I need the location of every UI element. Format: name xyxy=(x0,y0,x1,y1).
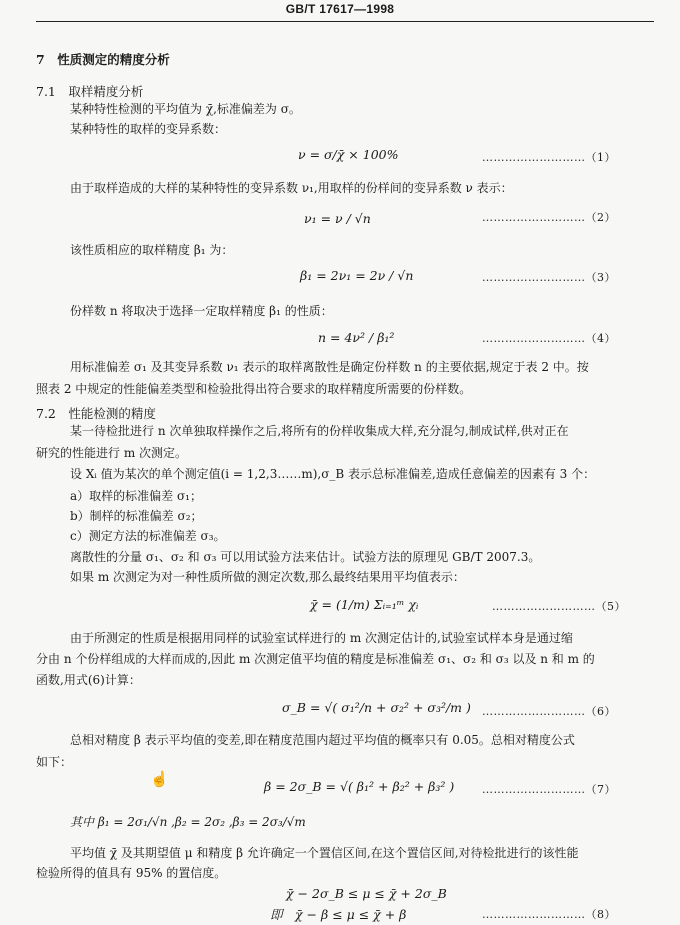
paragraph: 检验所得的值具有 95% 的置信度。 xyxy=(36,866,227,880)
equation-number-2: ………………………（2） xyxy=(482,211,616,224)
equation-8a: χ̄ − 2σ_B ≤ μ ≤ χ̄ + 2σ_B xyxy=(286,886,447,901)
header-rule xyxy=(36,21,654,22)
paragraph: 某一待检批进行 n 次单独取样操作之后,将所有的份样收集成大样,充分混匀,制成试样,供对正在 xyxy=(70,424,569,438)
equation-number-1: ………………………（1） xyxy=(482,151,616,164)
equation-number-3: ………………………（3） xyxy=(482,271,616,284)
paragraph: 某种特性检测的平均值为 χ̄,标准偏差为 σ。 xyxy=(70,102,301,116)
paragraph: 该性质相应的取样精度 β₁ 为： xyxy=(70,243,234,257)
paragraph: 照表 2 中规定的性能偏差类型和检验批得出符合要求的取样精度所需要的份样数。 xyxy=(36,382,472,396)
paragraph: 分由 n 个份样组成的大样而成的,因此 m 次测定值平均值的精度是标准偏差 σ₁、σ₂ 和 σ₃ 以及 n 和 m 的 xyxy=(36,652,595,666)
equation-number-5: ………………………（5） xyxy=(492,600,626,613)
equation-3: β₁ = 2ν₁ = 2ν / √n xyxy=(300,268,414,283)
paragraph: 总相对精度 β 表示平均值的变差,即在精度范围内超过平均值的概率只有 0.05。总相对精度公式 xyxy=(70,733,575,747)
equation-number-4: ………………………（4） xyxy=(482,332,616,345)
paragraph: 如果 m 次测定为对一种性质所做的测定次数,那么最终结果用平均值表示： xyxy=(70,570,465,584)
paragraph: 如下： xyxy=(36,755,73,769)
paragraph: 由于取样造成的大样的某种特性的变异系数 ν₁,用取样的份样间的变异系数 ν 表示： xyxy=(70,181,513,195)
equation-8b: 即 χ̄ − β ≤ μ ≤ χ̄ + β xyxy=(270,907,407,922)
paragraph: 设 Xᵢ 值为某次的单个测定值(i = 1,2,3……m),σ_B 表示总标准偏差,造成任意偏差的因素有 3 个： xyxy=(70,467,596,481)
hand-cursor-icon: ☝ xyxy=(150,770,169,788)
paragraph: 由于所测定的性质是根据用同样的试验室试样进行的 m 次测定估计的,试验室试样本身是通过缩 xyxy=(70,631,573,645)
paragraph: 离散性的分量 σ₁、σ₂ 和 σ₃ 可以用试验方法来估计。试验方法的原理见 GB/T 2007.3。 xyxy=(70,550,541,564)
list-item: b）制样的标准偏差 σ₂； xyxy=(70,509,203,523)
section-7-heading: 7 性质测定的精度分析 xyxy=(36,52,170,67)
equation-2: ν₁ = ν / √n xyxy=(304,211,371,226)
paragraph: 研究的性能进行 m 次测定。 xyxy=(36,446,188,460)
paragraph: 某种特性的取样的变异系数： xyxy=(70,122,227,136)
paragraph: 用标准偏差 σ₁ 及其变异系数 ν₁ 表示的取样离散性是确定份样数 n 的主要依据,规定于表 2 中。按 xyxy=(70,360,589,374)
paragraph: 函数,用式(6)计算： xyxy=(36,673,141,687)
equation-number-8: ………………………（8） xyxy=(482,908,616,921)
section-7-2-heading: 7.2 性能检测的精度 xyxy=(36,406,156,421)
list-item: a）取样的标准偏差 σ₁； xyxy=(70,489,202,503)
list-item: c）测定方法的标准偏差 σ₃。 xyxy=(70,529,226,543)
equation-number-7: ………………………（7） xyxy=(482,783,616,796)
page-header: GB/T 17617—1998 xyxy=(285,2,395,16)
paragraph: 份样数 n 将取决于选择一定取样精度 β₁ 的性质： xyxy=(70,304,333,318)
equation-7: β = 2σ_B = √( β₁² + β₂² + β₃² ) xyxy=(264,779,455,794)
equation-1: ν = σ/χ̄ × 100% xyxy=(298,147,399,162)
paragraph: 平均值 χ̄ 及其期望值 μ 和精度 β 允许确定一个置信区间,在这个置信区间,对待检批进行的该性能 xyxy=(70,846,579,860)
paragraph-definitions: 其中 β₁ = 2σ₁/√n ,β₂ = 2σ₂ ,β₃ = 2σ₃/√m xyxy=(70,815,306,829)
section-7-1-heading: 7.1 取样精度分析 xyxy=(36,84,144,99)
equation-number-6: ………………………（6） xyxy=(482,705,616,718)
equation-5: χ̄ = (1/m) Σᵢ₌₁ᵐ χᵢ xyxy=(310,597,419,612)
equation-4: n = 4ν² / β₁² xyxy=(318,330,395,345)
equation-6: σ_B = √( σ₁²/n + σ₂² + σ₃²/m ) xyxy=(282,700,471,715)
